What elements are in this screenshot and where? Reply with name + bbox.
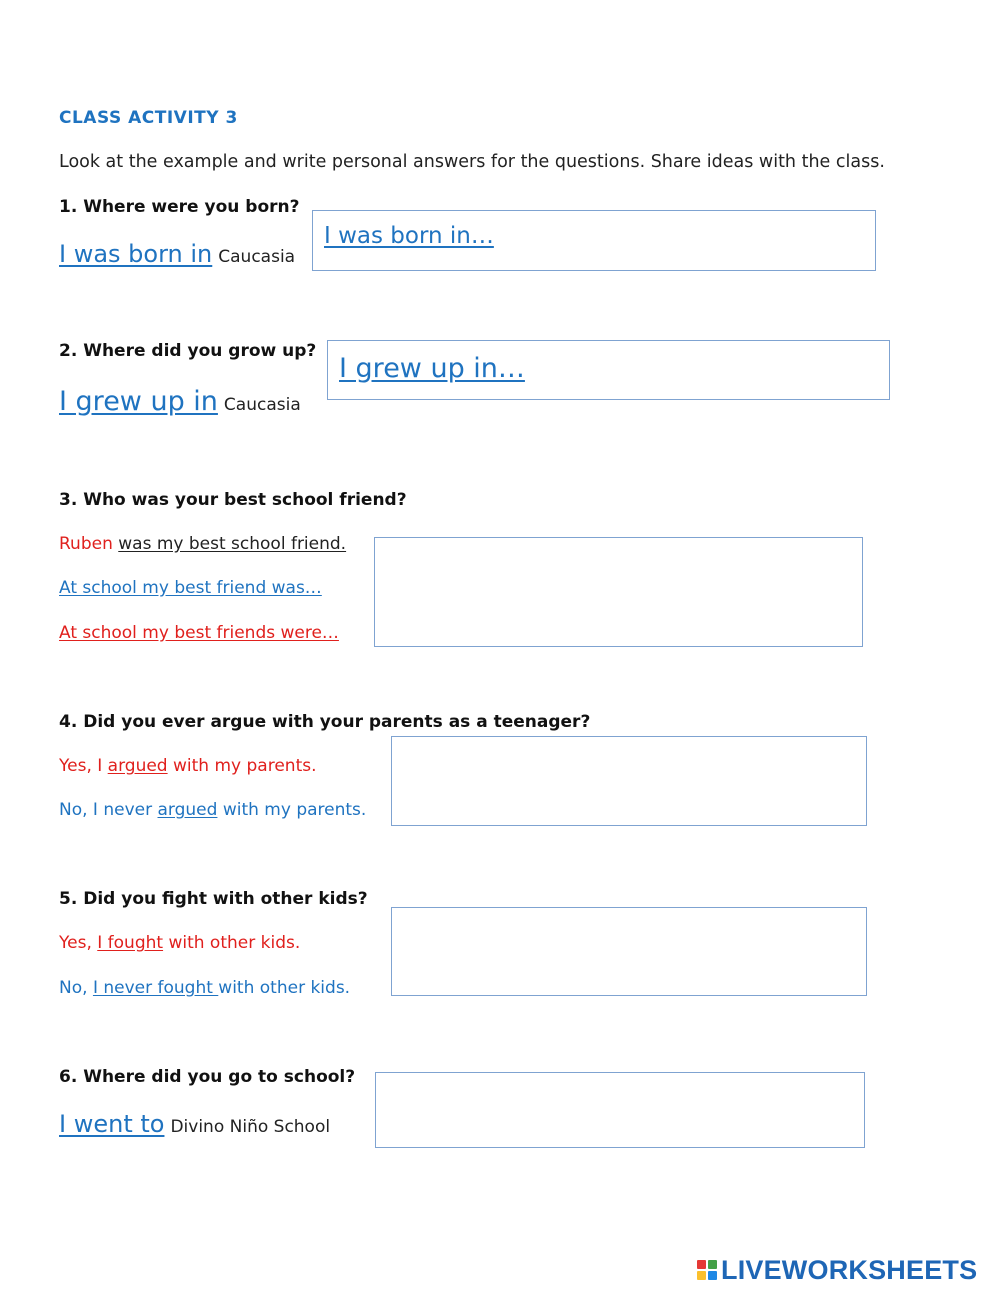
q4-no-pre: No, I never — [59, 800, 158, 820]
q3-answer-box[interactable] — [374, 537, 863, 647]
q2-answer-box[interactable] — [327, 340, 890, 400]
logo-block-red — [697, 1260, 706, 1269]
instructions: Look at the example and write personal answers for the questions. Share ideas with the class. — [59, 152, 885, 172]
logo-text: LIVEWORKSHEETS — [721, 1254, 978, 1285]
q5-yes-verb: I fought — [97, 933, 164, 953]
q1-example — [59, 240, 295, 268]
q3-hint-plural: At school my best friends were… — [59, 623, 339, 643]
q1-answer-box[interactable] — [312, 210, 876, 271]
q2-example-lead: I grew up in — [59, 386, 218, 417]
q2-example-place: Caucasia — [223, 395, 301, 415]
q5-no-verb: I never fought — [92, 978, 219, 998]
q6-example-lead: I went to — [59, 1110, 165, 1138]
question-6: 6. Where did you go to school? — [59, 1067, 356, 1087]
question-5: 5. Did you fight with other kids? — [59, 889, 368, 909]
q6-example-place: Divino Niño School — [170, 1117, 331, 1137]
q4-yes-example — [59, 756, 317, 776]
q2-answer-placeholder: I grew up in… — [339, 353, 525, 384]
q3-example — [59, 534, 346, 554]
question-1: 1. Where were you born? — [59, 197, 300, 217]
logo-block-green — [708, 1260, 717, 1269]
question-4: 4. Did you ever argue with your parents as a teenager? — [59, 712, 591, 732]
q5-no-pre: No, — [59, 978, 93, 998]
q3-example-rest: was my best school friend. — [118, 534, 347, 554]
q5-yes-pre: Yes, — [59, 933, 98, 953]
q4-no-example — [59, 800, 366, 820]
q5-no-example — [59, 978, 350, 998]
q4-yes-verb: argued — [107, 756, 168, 776]
q1-example-lead: I was born in — [59, 240, 213, 268]
q2-example — [59, 386, 301, 417]
q4-no-verb: argued — [157, 800, 218, 820]
q5-yes-example — [59, 933, 300, 953]
logo-blocks-icon — [697, 1260, 717, 1280]
q5-answer-box[interactable] — [391, 907, 867, 996]
q1-answer-placeholder: I was born in… — [324, 223, 494, 249]
logo-block-yellow — [697, 1271, 706, 1280]
q1-example-place: Caucasia — [218, 247, 296, 267]
q3-example-name: Ruben — [59, 534, 113, 554]
q4-yes-pre: Yes, I — [59, 756, 108, 776]
q4-no-post: with my parents. — [217, 800, 367, 820]
logo-block-blue — [708, 1271, 717, 1280]
q3-hint-singular: At school my best friend was… — [59, 578, 322, 598]
question-3: 3. Who was your best school friend? — [59, 490, 407, 510]
question-2: 2. Where did you grow up? — [59, 341, 317, 361]
q5-yes-post: with other kids. — [163, 933, 301, 953]
q6-example — [59, 1110, 330, 1138]
liveworksheets-logo — [697, 1255, 977, 1285]
q5-no-post: with other kids. — [218, 978, 351, 998]
q4-answer-box[interactable] — [391, 736, 867, 826]
q6-answer-box[interactable] — [375, 1072, 865, 1148]
activity-title: CLASS ACTIVITY 3 — [59, 108, 238, 128]
q4-yes-post: with my parents. — [167, 756, 317, 776]
